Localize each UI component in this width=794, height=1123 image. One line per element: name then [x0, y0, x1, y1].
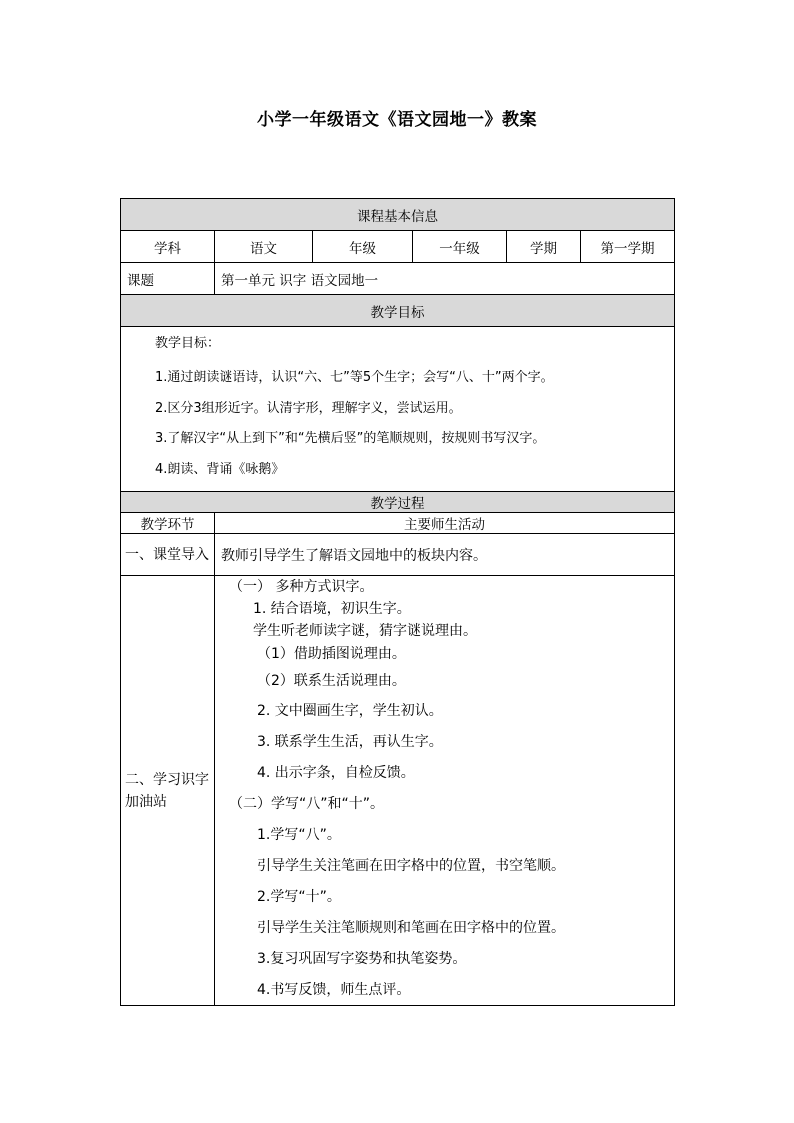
activity-line: 4.书写反馈，师生点评。 [257, 982, 411, 998]
term-label: 学期 [507, 231, 581, 263]
topic-label: 课题 [121, 263, 215, 295]
activity-line: 学生听老师读字谜，猜字谜说理由。 [253, 623, 477, 639]
subject-value: 语文 [215, 231, 313, 263]
stage-intro-activity: 教师引导学生了解语文园地中的板块内容。 [215, 534, 675, 576]
objectives-intro: 教学目标： [155, 336, 221, 351]
objective-item: 3.了解汉字“从上到下”和“先横后竖”的笔顺规则，按规则书写汉字。 [155, 431, 546, 446]
activity-line: 1.学写“八”。 [257, 827, 341, 843]
activity-line: 3. 联系学生生活，再认生字。 [257, 734, 443, 750]
stage-literacy-activities [215, 576, 675, 1006]
objective-item: 2.区分3组形近字。认清字形，理解字义，尝试运用。 [155, 400, 462, 416]
objectives-content [121, 327, 675, 492]
activity-line: （二）学写“八”和“十”。 [229, 796, 385, 812]
document-title: 小学一年级语文《语文园地一》教案 [257, 110, 537, 130]
grade-value: 一年级 [413, 231, 507, 263]
activity-line: 4. 出示字条，自检反馈。 [257, 765, 415, 781]
activity-line: 2. 文中圈画生字，学生初认。 [257, 703, 443, 719]
objective-item: 4.朗读、背诵《咏鹅》 [155, 461, 285, 477]
grade-label: 年级 [313, 231, 413, 263]
activity-line: 2.学写“十”。 [257, 889, 341, 905]
topic-value: 第一单元 识字 语文园地一 [215, 263, 675, 295]
activity-line: 引导学生关注笔顺规则和笔画在田字格中的位置。 [257, 920, 565, 936]
activity-line: 3.复习巩固写字姿势和执笔姿势。 [257, 951, 467, 967]
stage-column-header: 教学环节 [121, 513, 215, 534]
activity-line: （1）借助插图说理由。 [257, 646, 406, 662]
activity-line: 引导学生关注笔画在田字格中的位置，书空笔顺。 [257, 858, 565, 874]
stage-intro: 一、课堂导入 [121, 534, 215, 576]
objective-item: 1.通过朗读谜语诗，认识“六、七”等5个生字；会写“八、十”两个字。 [155, 370, 554, 385]
process-header: 教学过程 [121, 492, 675, 513]
basic-info-header: 课程基本信息 [121, 199, 675, 231]
stage-literacy: 二、学习识字加油站 [121, 576, 215, 1006]
objectives-header: 教学目标 [121, 295, 675, 327]
lesson-plan-table [120, 198, 675, 1006]
activity-line: （一） 多种方式识字。 [229, 579, 374, 595]
activity-line: 1. 结合语境，初识生字。 [253, 601, 411, 617]
term-value: 第一学期 [581, 231, 675, 263]
activity-column-header: 主要师生活动 [215, 513, 675, 534]
activity-line: （2）联系生活说理由。 [257, 673, 406, 689]
subject-label: 学科 [121, 231, 215, 263]
